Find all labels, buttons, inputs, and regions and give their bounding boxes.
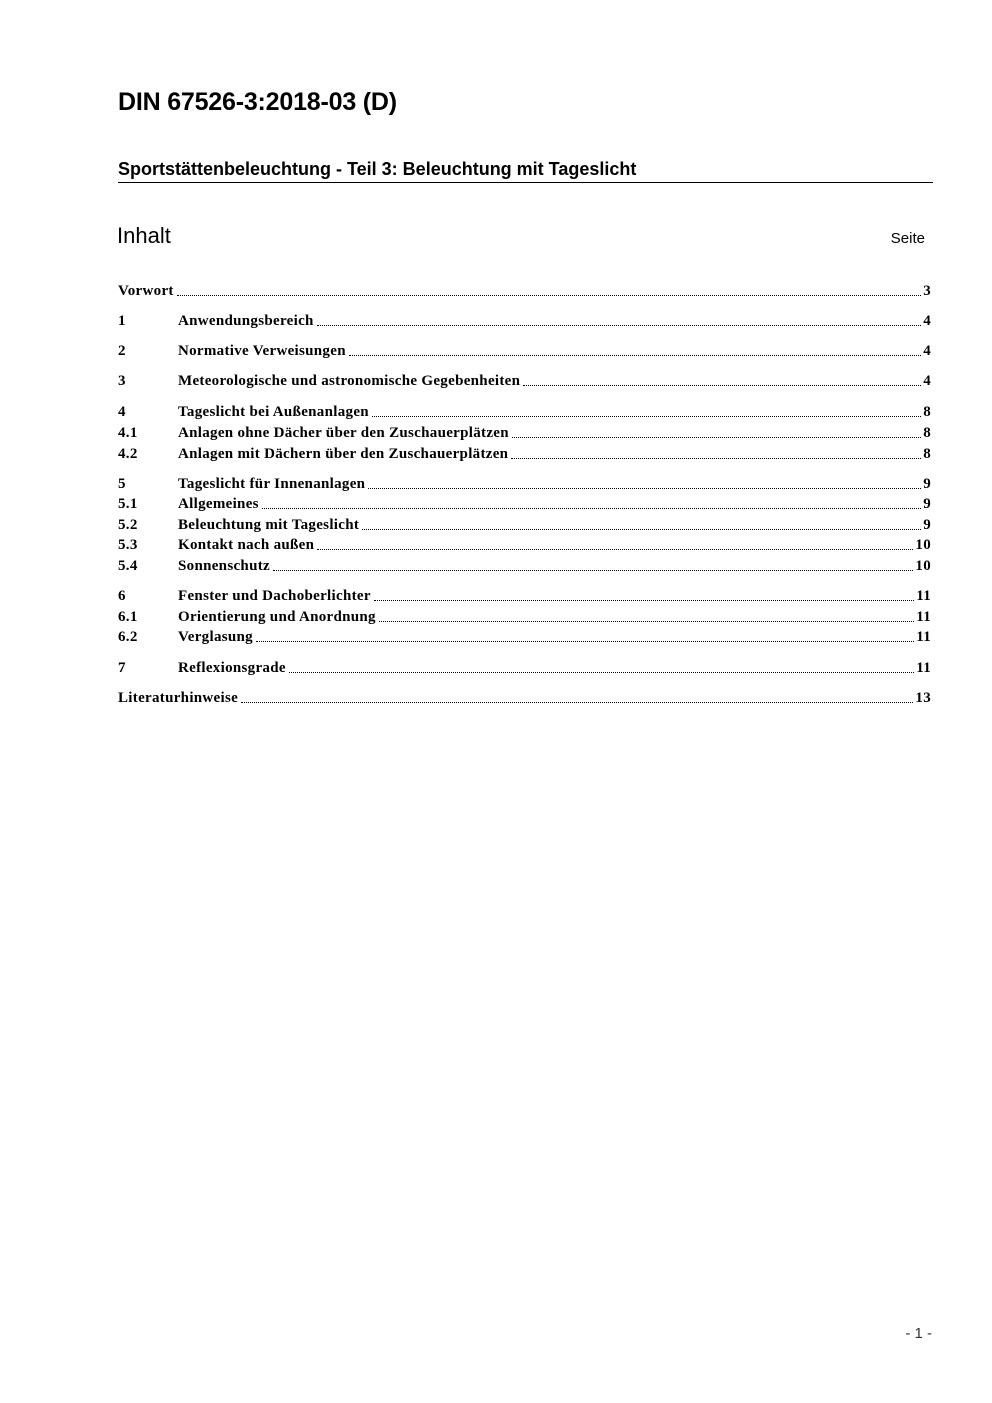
toc-dot-leader [349, 354, 921, 356]
toc-dot-leader [512, 436, 921, 438]
toc-entry-4[interactable] [118, 401, 931, 421]
toc-entry-page: 4 [923, 343, 931, 359]
toc-entry-number: 5.3 [118, 537, 138, 553]
toc-entry-5[interactable] [118, 473, 931, 493]
toc-entry-page: 4 [923, 373, 931, 389]
toc-dot-leader [362, 528, 921, 530]
toc-entry-title: Normative Verweisungen [178, 343, 346, 359]
toc-dot-leader [374, 599, 914, 601]
toc-entry-title: Verglasung [178, 629, 253, 645]
toc-entry-number: 1 [118, 313, 126, 329]
toc-entry-number: 4 [118, 404, 126, 420]
document-subtitle: Sportstättenbeleuchtung - Teil 3: Beleuchtung mit Tageslicht [118, 159, 933, 183]
toc-heading: Inhalt [117, 223, 171, 248]
toc-entry-number: 7 [118, 660, 126, 676]
toc-entry-literaturhinweise[interactable] [118, 687, 931, 707]
toc-entry-5-2[interactable] [118, 514, 931, 534]
toc-dot-leader [289, 671, 914, 673]
toc-entry-page: 4 [923, 313, 931, 329]
toc-entry-title: Anwendungsbereich [178, 313, 314, 329]
toc-entry-title: Beleuchtung mit Tageslicht [178, 517, 360, 533]
toc-dot-leader [241, 701, 913, 703]
toc-dot-leader [317, 548, 913, 550]
toc-entry-2[interactable] [118, 340, 931, 360]
toc-entry-page: 11 [916, 660, 931, 676]
toc-entry-number: 4.1 [118, 425, 138, 441]
toc-entry-number: 2 [118, 343, 126, 359]
toc-entry-title: Vorwort [118, 283, 174, 299]
toc-entry-title: Literaturhinweise [118, 690, 239, 706]
toc-dot-leader [368, 487, 921, 489]
toc-entry-title: Anlagen ohne Dächer über den Zuschauerplätzen [178, 425, 509, 441]
toc-entry-3[interactable] [118, 370, 931, 390]
toc-entry-page: 9 [923, 496, 931, 512]
toc-entry-page: 10 [915, 558, 931, 574]
toc-dot-leader [523, 384, 921, 386]
toc-entry-number: 5.1 [118, 496, 138, 512]
toc-entry-page: 11 [916, 588, 931, 604]
table-of-contents [118, 0, 931, 1403]
toc-entry-page: 8 [923, 404, 931, 420]
toc-entry-title: Tageslicht bei Außenanlagen [178, 404, 369, 420]
toc-entry-title: Sonnenschutz [178, 558, 270, 574]
toc-entry-page: 13 [915, 690, 931, 706]
toc-entry-7[interactable] [118, 657, 931, 677]
toc-entry-page: 3 [923, 283, 931, 299]
toc-entry-title: Kontakt nach außen [178, 537, 315, 553]
toc-entry-5-1[interactable] [118, 493, 931, 513]
toc-entry-5-4[interactable] [118, 555, 931, 575]
toc-entry-page: 11 [916, 609, 931, 625]
toc-entry-5-3[interactable] [118, 534, 931, 554]
toc-entry-number: 5.2 [118, 517, 138, 533]
toc-entry-title: Anlagen mit Dächern über den Zuschauerplätzen [178, 446, 509, 462]
toc-entry-4-2[interactable] [118, 443, 931, 463]
toc-dot-leader [256, 640, 914, 642]
toc-entry-title: Tageslicht für Innenanlagen [178, 476, 366, 492]
toc-entry-number: 6.1 [118, 609, 138, 625]
toc-entry-title: Reflexionsgrade [178, 660, 286, 676]
toc-entry-title: Fenster und Dachoberlichter [178, 588, 371, 604]
toc-page-column-label: Seite [890, 230, 925, 247]
toc-entry-number: 3 [118, 373, 126, 389]
toc-entry-page: 8 [923, 425, 931, 441]
toc-dot-leader [177, 294, 921, 296]
toc-entry-vorwort[interactable] [118, 280, 931, 300]
toc-entry-title: Allgemeines [178, 496, 259, 512]
page-number: - 1 - [905, 1325, 932, 1342]
toc-entry-page: 9 [923, 517, 931, 533]
toc-dot-leader [317, 324, 922, 326]
document-title: DIN 67526-3:2018-03 (D) [118, 88, 397, 116]
toc-dot-leader [379, 620, 914, 622]
toc-dot-leader [372, 415, 921, 417]
toc-entry-number: 6 [118, 588, 126, 604]
toc-dot-leader [262, 507, 921, 509]
toc-entry-number: 4.2 [118, 446, 138, 462]
toc-entry-number: 6.2 [118, 629, 138, 645]
toc-entry-6-1[interactable] [118, 606, 931, 626]
toc-entry-number: 5.4 [118, 558, 138, 574]
toc-dot-leader [511, 457, 921, 459]
toc-entry-page: 8 [923, 446, 931, 462]
toc-entry-title: Orientierung und Anordnung [178, 609, 376, 625]
toc-entry-title: Meteorologische und astronomische Gegebenheiten [178, 373, 521, 389]
toc-entry-page: 11 [916, 629, 931, 645]
toc-dot-leader [273, 569, 913, 571]
toc-entry-number: 5 [118, 476, 126, 492]
toc-entry-6-2[interactable] [118, 626, 931, 646]
toc-entry-6[interactable] [118, 585, 931, 605]
toc-entry-page: 9 [923, 476, 931, 492]
toc-entry-4-1[interactable] [118, 422, 931, 442]
toc-entry-1[interactable] [118, 310, 931, 330]
toc-entry-page: 10 [915, 537, 931, 553]
